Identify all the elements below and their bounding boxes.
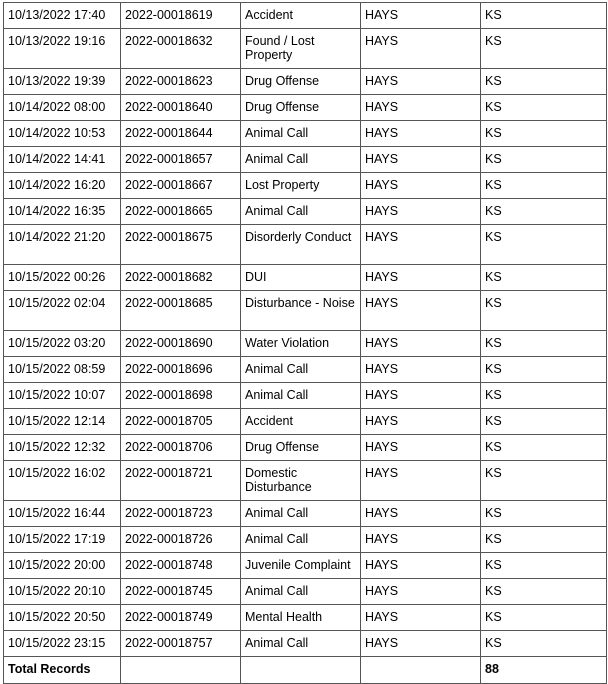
table-row xyxy=(4,605,607,631)
table-row xyxy=(4,383,607,409)
case-number-cell: 2022-00018748 xyxy=(121,553,241,579)
state-cell: KS xyxy=(481,501,607,527)
city-cell: HAYS xyxy=(361,527,481,553)
table-row xyxy=(4,29,607,69)
table-row xyxy=(4,553,607,579)
datetime-cell: 10/14/2022 10:53 xyxy=(4,121,121,147)
case-number-cell: 2022-00018665 xyxy=(121,199,241,225)
city-cell: HAYS xyxy=(361,579,481,605)
city-cell: HAYS xyxy=(361,173,481,199)
case-number-cell: 2022-00018706 xyxy=(121,435,241,461)
call-type-cell: Drug Offense xyxy=(241,69,361,95)
case-number-cell: 2022-00018657 xyxy=(121,147,241,173)
case-number-cell: 2022-00018723 xyxy=(121,501,241,527)
call-type-cell: Animal Call xyxy=(241,501,361,527)
table-row xyxy=(4,357,607,383)
call-type-cell: Lost Property xyxy=(241,173,361,199)
empty-cell xyxy=(121,657,241,684)
datetime-cell: 10/15/2022 20:00 xyxy=(4,553,121,579)
datetime-cell: 10/15/2022 12:32 xyxy=(4,435,121,461)
state-cell: KS xyxy=(481,121,607,147)
call-type-cell: Disorderly Conduct xyxy=(241,225,361,265)
call-type-cell: Drug Offense xyxy=(241,95,361,121)
datetime-cell: 10/15/2022 03:20 xyxy=(4,331,121,357)
table-row xyxy=(4,631,607,657)
state-cell: KS xyxy=(481,527,607,553)
records-body xyxy=(4,3,607,684)
table-row xyxy=(4,147,607,173)
case-number-cell: 2022-00018721 xyxy=(121,461,241,501)
call-type-cell: Water Violation xyxy=(241,331,361,357)
state-cell: KS xyxy=(481,3,607,29)
table-row xyxy=(4,173,607,199)
case-number-cell: 2022-00018757 xyxy=(121,631,241,657)
table-row xyxy=(4,579,607,605)
state-cell: KS xyxy=(481,147,607,173)
state-cell: KS xyxy=(481,225,607,265)
call-type-cell: Animal Call xyxy=(241,147,361,173)
call-type-cell: Animal Call xyxy=(241,631,361,657)
datetime-cell: 10/15/2022 17:19 xyxy=(4,527,121,553)
datetime-cell: 10/15/2022 16:44 xyxy=(4,501,121,527)
call-type-cell: Disturbance - Noise xyxy=(241,291,361,331)
datetime-cell: 10/15/2022 02:04 xyxy=(4,291,121,331)
state-cell: KS xyxy=(481,69,607,95)
case-number-cell: 2022-00018705 xyxy=(121,409,241,435)
state-cell: KS xyxy=(481,95,607,121)
city-cell: HAYS xyxy=(361,29,481,69)
table-row xyxy=(4,3,607,29)
case-number-cell: 2022-00018696 xyxy=(121,357,241,383)
call-type-cell: Juvenile Complaint xyxy=(241,553,361,579)
case-number-cell: 2022-00018690 xyxy=(121,331,241,357)
state-cell: KS xyxy=(481,553,607,579)
city-cell: HAYS xyxy=(361,147,481,173)
datetime-cell: 10/13/2022 19:16 xyxy=(4,29,121,69)
call-type-cell: Domestic Disturbance xyxy=(241,461,361,501)
datetime-cell: 10/14/2022 14:41 xyxy=(4,147,121,173)
table-row xyxy=(4,501,607,527)
city-cell: HAYS xyxy=(361,69,481,95)
city-cell: HAYS xyxy=(361,553,481,579)
table-row xyxy=(4,121,607,147)
call-type-cell: Mental Health xyxy=(241,605,361,631)
city-cell: HAYS xyxy=(361,383,481,409)
state-cell: KS xyxy=(481,579,607,605)
table-row xyxy=(4,95,607,121)
state-cell: KS xyxy=(481,331,607,357)
datetime-cell: 10/15/2022 08:59 xyxy=(4,357,121,383)
case-number-cell: 2022-00018644 xyxy=(121,121,241,147)
call-type-cell: Drug Offense xyxy=(241,435,361,461)
call-type-cell: Animal Call xyxy=(241,357,361,383)
city-cell: HAYS xyxy=(361,225,481,265)
call-type-cell: Animal Call xyxy=(241,579,361,605)
case-number-cell: 2022-00018698 xyxy=(121,383,241,409)
table-row xyxy=(4,409,607,435)
datetime-cell: 10/14/2022 16:35 xyxy=(4,199,121,225)
table-row xyxy=(4,225,607,265)
total-records-count: 88 xyxy=(481,657,607,684)
table-row xyxy=(4,527,607,553)
datetime-cell: 10/15/2022 10:07 xyxy=(4,383,121,409)
datetime-cell: 10/14/2022 08:00 xyxy=(4,95,121,121)
table-row xyxy=(4,69,607,95)
state-cell: KS xyxy=(481,29,607,69)
table-row xyxy=(4,265,607,291)
state-cell: KS xyxy=(481,357,607,383)
datetime-cell: 10/13/2022 17:40 xyxy=(4,3,121,29)
city-cell: HAYS xyxy=(361,605,481,631)
datetime-cell: 10/13/2022 19:39 xyxy=(4,69,121,95)
city-cell: HAYS xyxy=(361,435,481,461)
table-row xyxy=(4,331,607,357)
datetime-cell: 10/14/2022 21:20 xyxy=(4,225,121,265)
city-cell: HAYS xyxy=(361,331,481,357)
call-type-cell: DUI xyxy=(241,265,361,291)
case-number-cell: 2022-00018726 xyxy=(121,527,241,553)
call-type-cell: Accident xyxy=(241,409,361,435)
city-cell: HAYS xyxy=(361,95,481,121)
city-cell: HAYS xyxy=(361,357,481,383)
case-number-cell: 2022-00018623 xyxy=(121,69,241,95)
city-cell: HAYS xyxy=(361,631,481,657)
call-type-cell: Animal Call xyxy=(241,121,361,147)
case-number-cell: 2022-00018745 xyxy=(121,579,241,605)
state-cell: KS xyxy=(481,199,607,225)
case-number-cell: 2022-00018675 xyxy=(121,225,241,265)
empty-cell xyxy=(241,657,361,684)
total-records-label: Total Records xyxy=(4,657,121,684)
state-cell: KS xyxy=(481,383,607,409)
case-number-cell: 2022-00018749 xyxy=(121,605,241,631)
datetime-cell: 10/15/2022 00:26 xyxy=(4,265,121,291)
call-type-cell: Accident xyxy=(241,3,361,29)
empty-cell xyxy=(361,657,481,684)
datetime-cell: 10/14/2022 16:20 xyxy=(4,173,121,199)
city-cell: HAYS xyxy=(361,461,481,501)
state-cell: KS xyxy=(481,435,607,461)
city-cell: HAYS xyxy=(361,265,481,291)
city-cell: HAYS xyxy=(361,199,481,225)
city-cell: HAYS xyxy=(361,3,481,29)
records-table xyxy=(3,2,607,684)
datetime-cell: 10/15/2022 16:02 xyxy=(4,461,121,501)
call-type-cell: Animal Call xyxy=(241,199,361,225)
total-records-row xyxy=(4,657,607,684)
state-cell: KS xyxy=(481,605,607,631)
table-row xyxy=(4,461,607,501)
table-row xyxy=(4,291,607,331)
city-cell: HAYS xyxy=(361,409,481,435)
case-number-cell: 2022-00018632 xyxy=(121,29,241,69)
city-cell: HAYS xyxy=(361,121,481,147)
datetime-cell: 10/15/2022 20:50 xyxy=(4,605,121,631)
call-type-cell: Found / Lost Property xyxy=(241,29,361,69)
case-number-cell: 2022-00018640 xyxy=(121,95,241,121)
datetime-cell: 10/15/2022 23:15 xyxy=(4,631,121,657)
state-cell: KS xyxy=(481,461,607,501)
datetime-cell: 10/15/2022 12:14 xyxy=(4,409,121,435)
call-type-cell: Animal Call xyxy=(241,527,361,553)
state-cell: KS xyxy=(481,291,607,331)
call-type-cell: Animal Call xyxy=(241,383,361,409)
case-number-cell: 2022-00018682 xyxy=(121,265,241,291)
case-number-cell: 2022-00018619 xyxy=(121,3,241,29)
state-cell: KS xyxy=(481,173,607,199)
state-cell: KS xyxy=(481,409,607,435)
datetime-cell: 10/15/2022 20:10 xyxy=(4,579,121,605)
case-number-cell: 2022-00018667 xyxy=(121,173,241,199)
state-cell: KS xyxy=(481,265,607,291)
table-row xyxy=(4,199,607,225)
case-number-cell: 2022-00018685 xyxy=(121,291,241,331)
city-cell: HAYS xyxy=(361,501,481,527)
table-row xyxy=(4,435,607,461)
state-cell: KS xyxy=(481,631,607,657)
city-cell: HAYS xyxy=(361,291,481,331)
